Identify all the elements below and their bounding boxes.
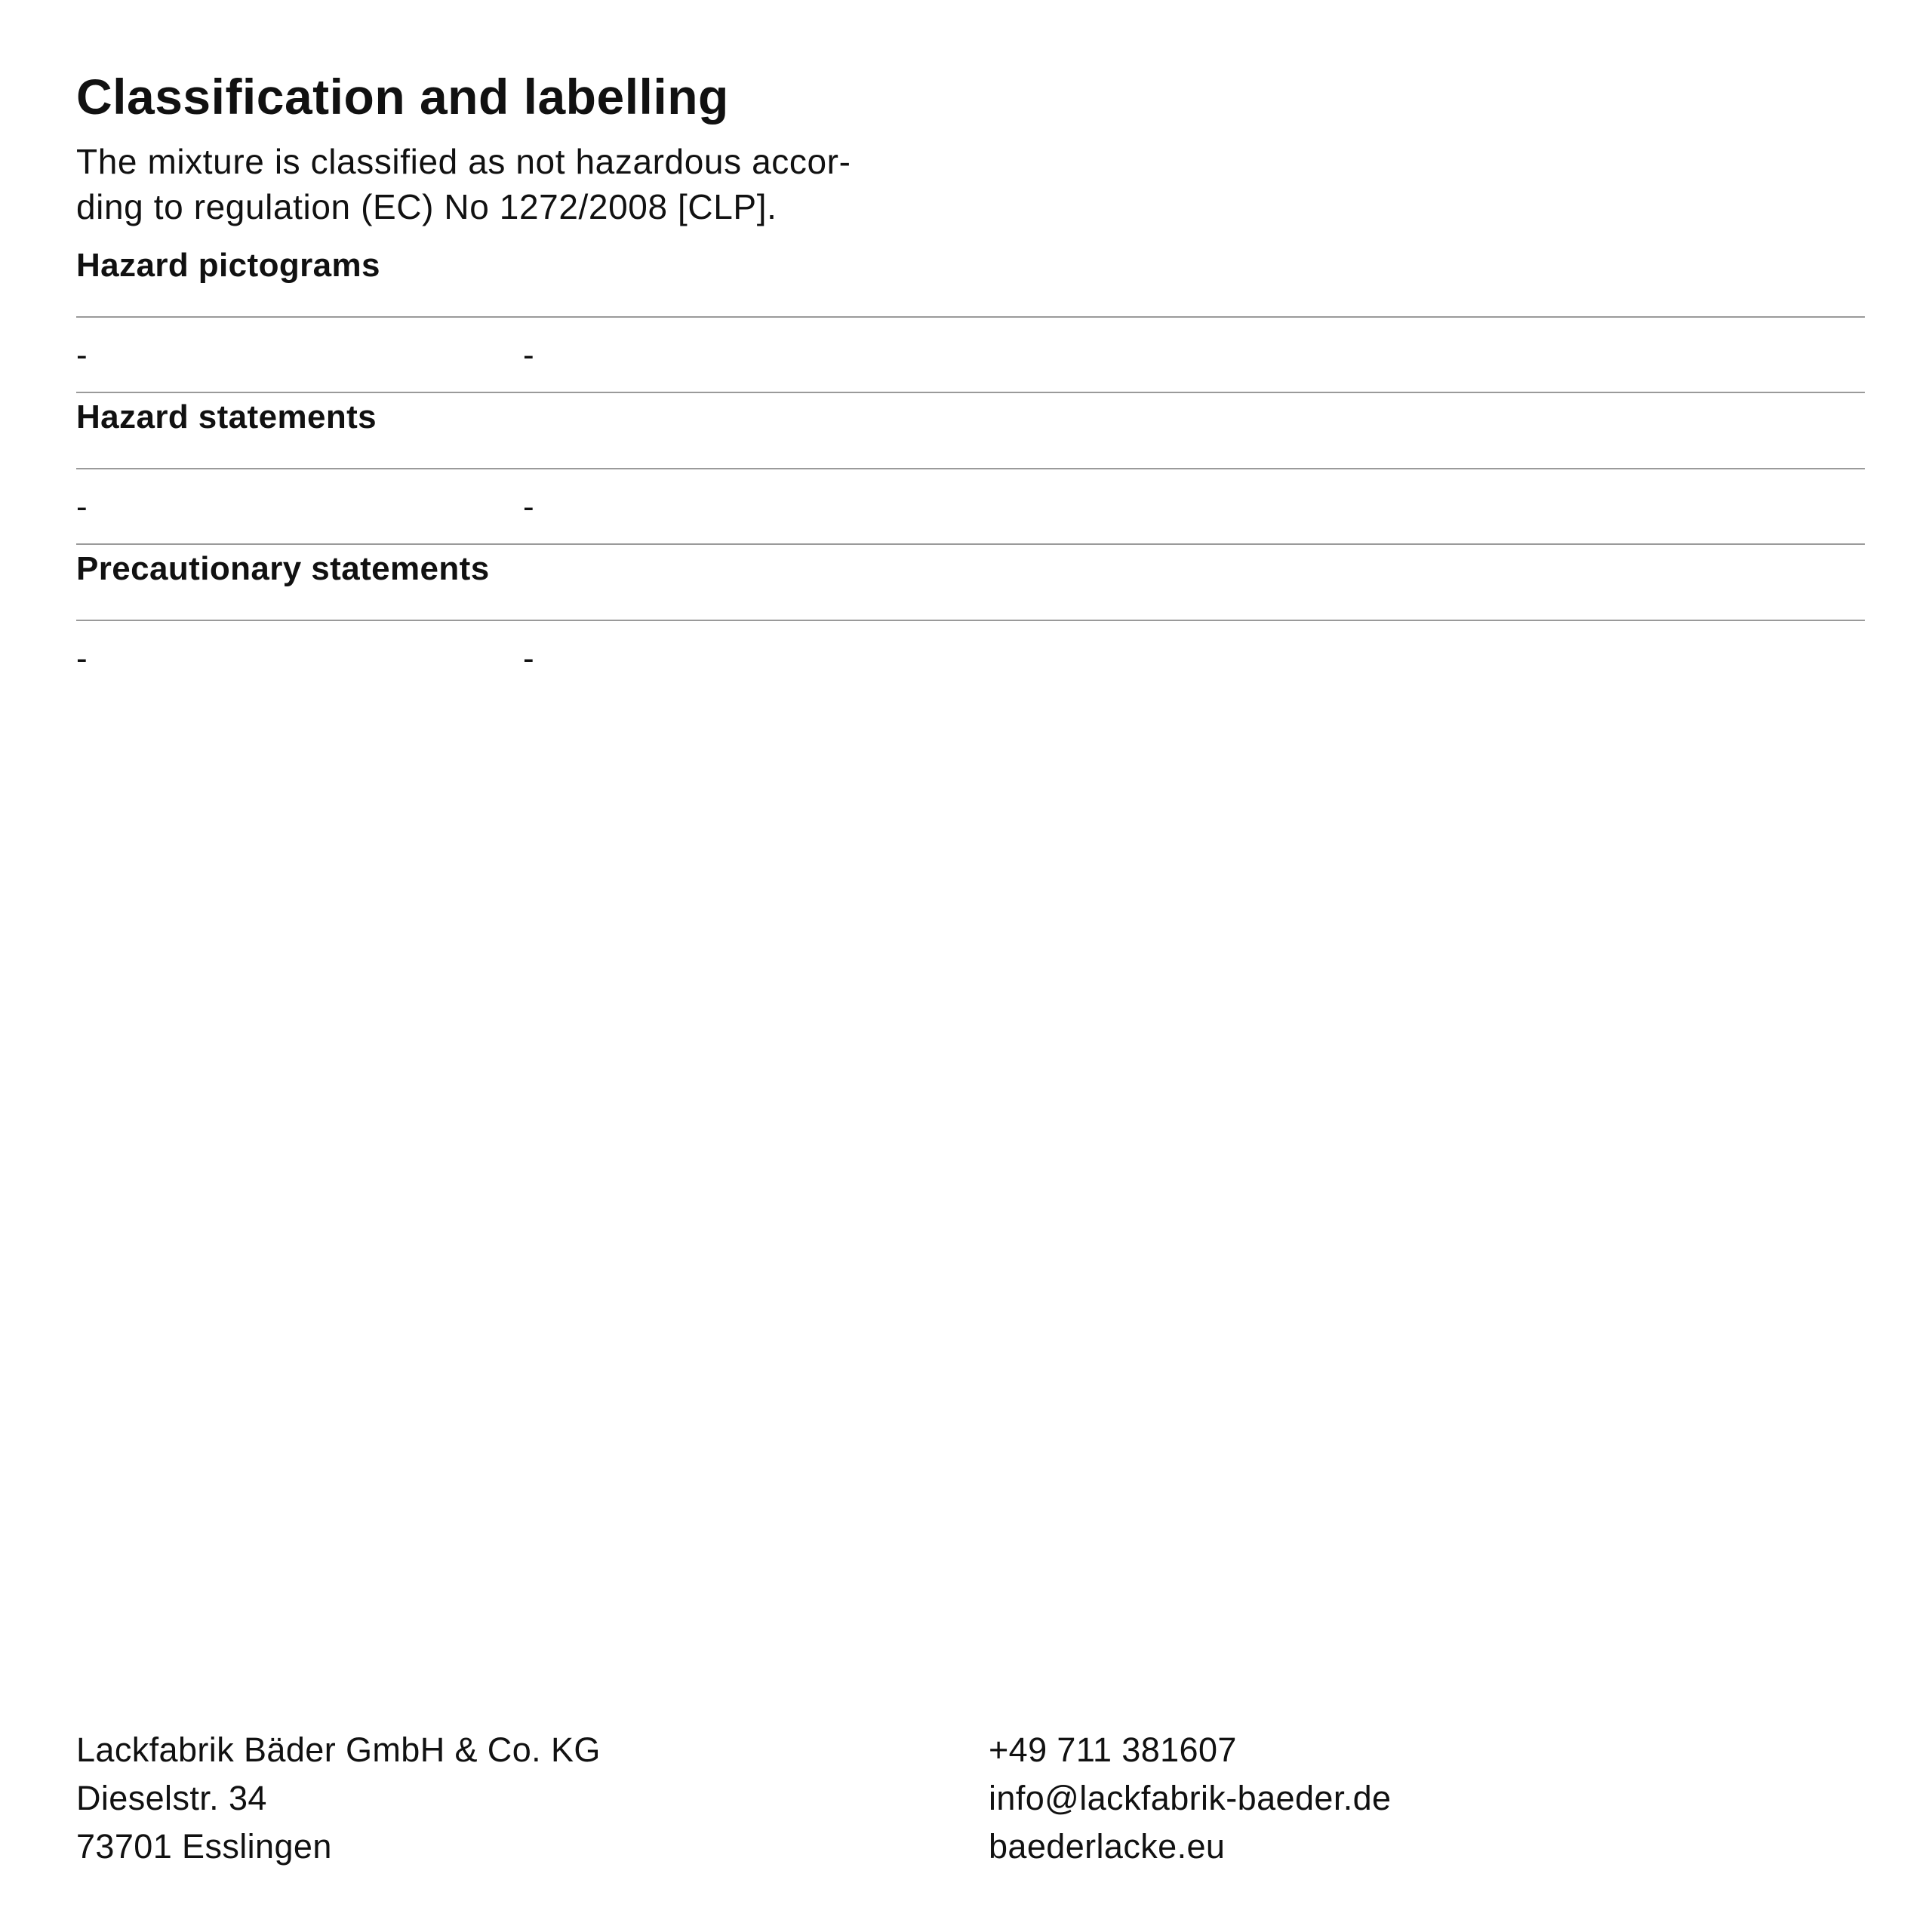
intro-line-1: The mixture is classified as not hazardous accor- — [76, 142, 851, 181]
section-row — [76, 469, 1865, 545]
footer-address — [76, 1726, 601, 1871]
phone-number[interactable]: +49 711 381607 — [989, 1730, 1237, 1769]
email-link[interactable]: info@lackfabrik-baeder.de — [989, 1779, 1392, 1817]
intro-line-2: ding to regulation (EC) No 1272/2008 [CLP]. — [76, 187, 777, 226]
section-precautionary-statements — [76, 546, 1865, 697]
footer-contact — [989, 1726, 1391, 1871]
section-title: Hazard pictograms — [76, 243, 1865, 318]
document-page — [76, 0, 1865, 1932]
row-value-2: - — [523, 640, 534, 677]
section-row — [76, 318, 1865, 393]
street-address: Dieselstr. 34 — [76, 1779, 267, 1817]
row-value-1: - — [76, 337, 88, 374]
section-row — [76, 621, 1865, 697]
row-value-1: - — [76, 488, 88, 525]
section-title: Precautionary statements — [76, 546, 1865, 621]
row-value-2: - — [523, 337, 534, 374]
website-link[interactable]: baederlacke.eu — [989, 1827, 1226, 1866]
row-value-1: - — [76, 640, 88, 677]
section-hazard-pictograms — [76, 243, 1865, 393]
section-title: Hazard statements — [76, 395, 1865, 469]
company-name: Lackfabrik Bäder GmbH & Co. KG — [76, 1730, 601, 1769]
section-hazard-statements — [76, 395, 1865, 545]
classification-intro — [76, 139, 851, 229]
city: 73701 Esslingen — [76, 1827, 332, 1866]
page-title: Classification and labelling — [76, 69, 729, 125]
row-value-2: - — [523, 488, 534, 525]
